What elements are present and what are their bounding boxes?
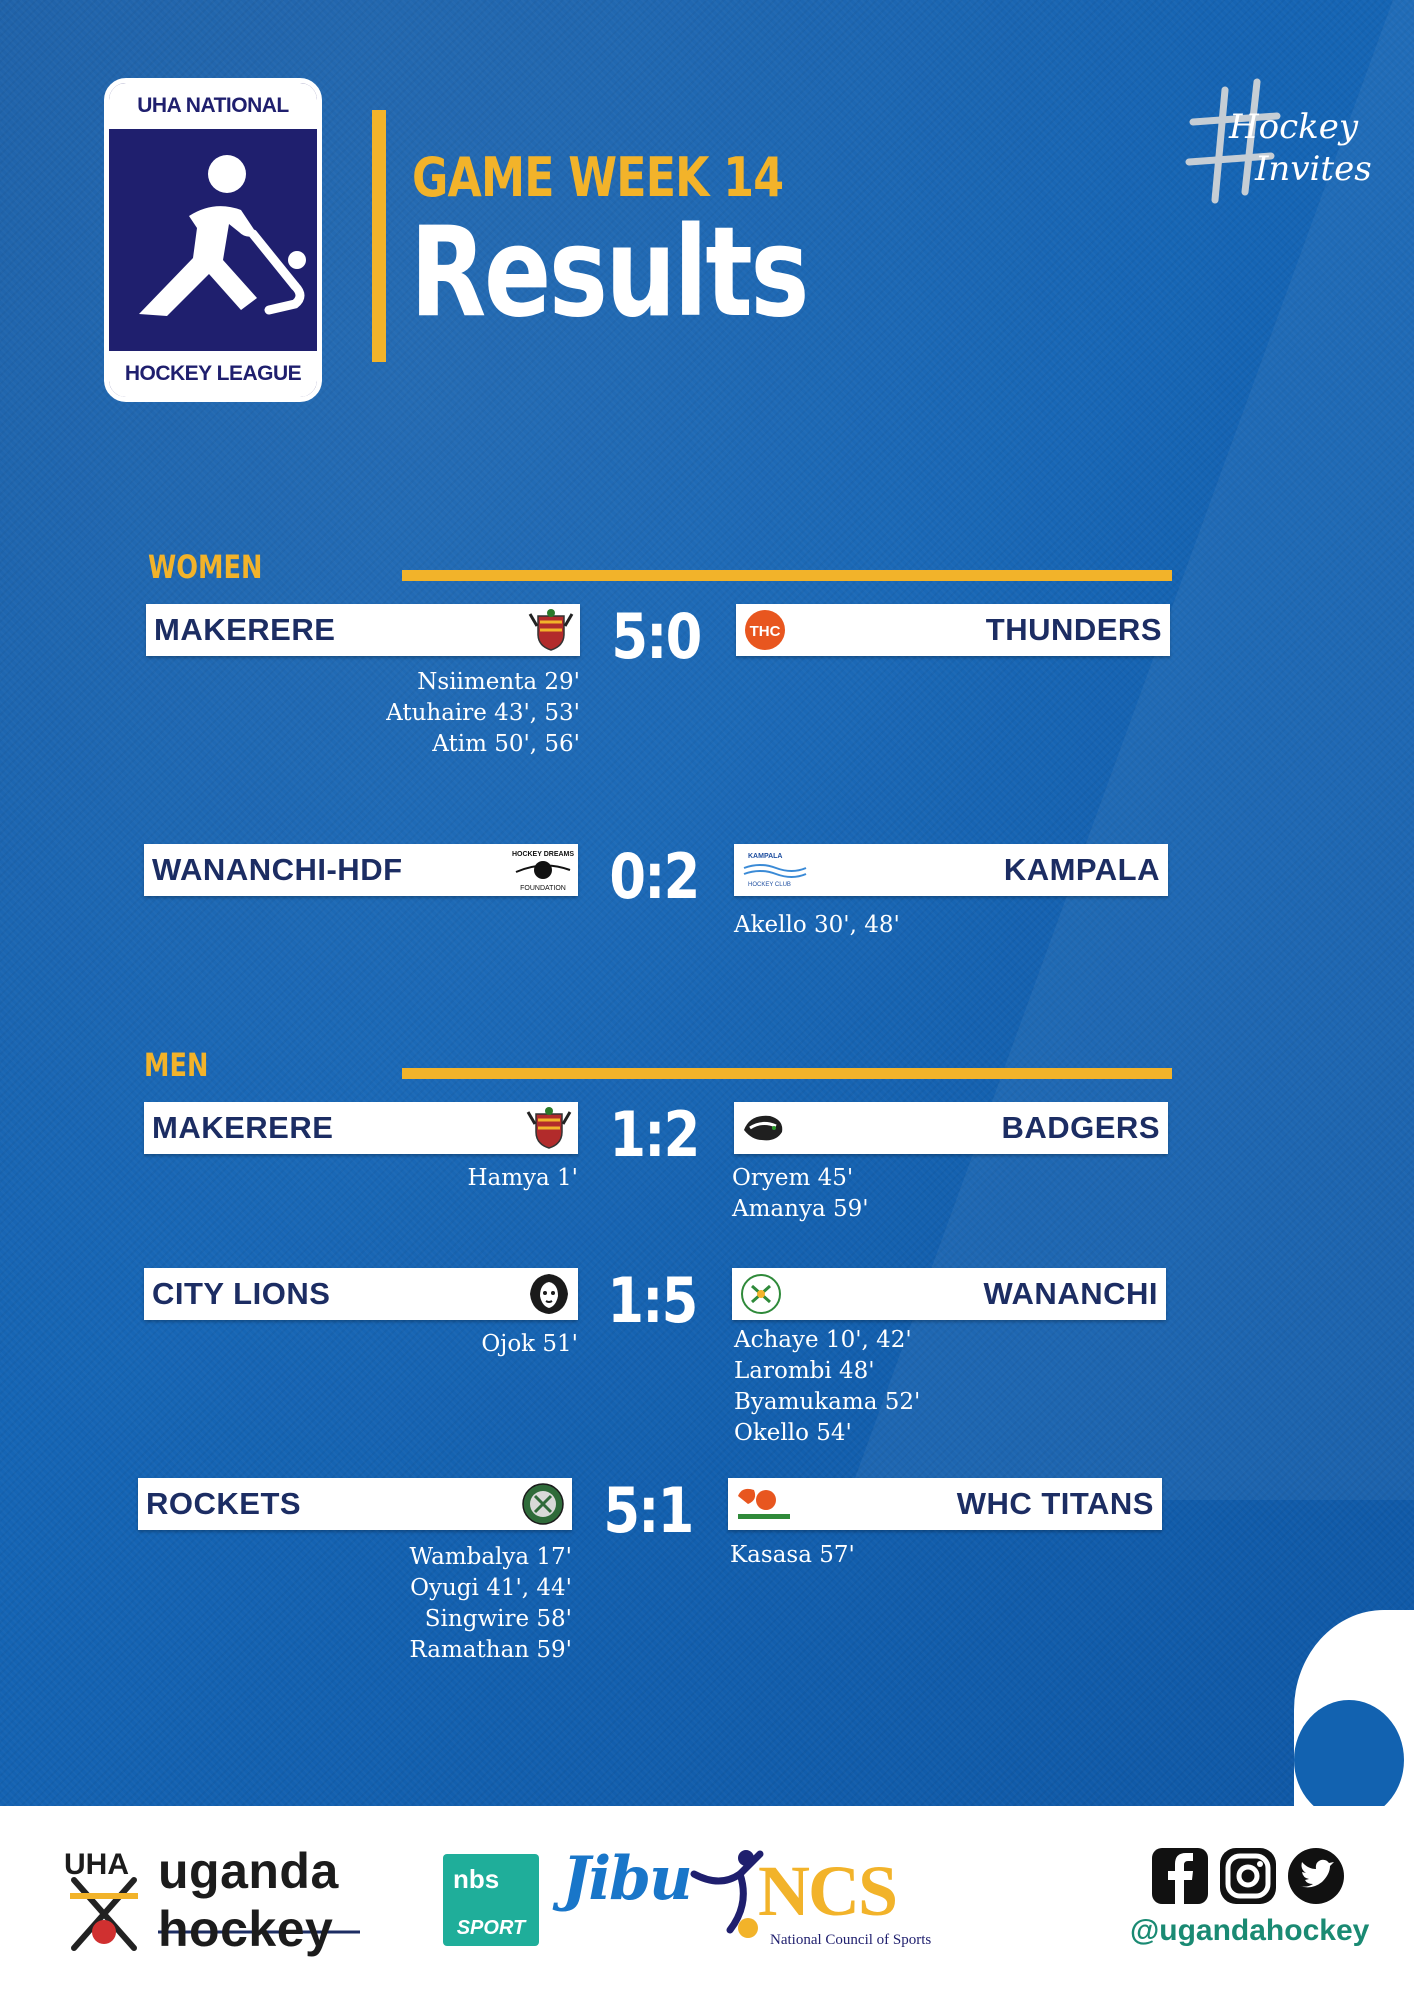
twitter-icon[interactable] bbox=[1286, 1846, 1346, 1906]
team-name: BADGERS bbox=[1001, 1110, 1160, 1145]
scorer: Kasasa 57' bbox=[730, 1542, 855, 1568]
ncs-wordmark: NCS bbox=[758, 1851, 897, 1931]
home-scorers bbox=[386, 667, 580, 760]
hockey-player-icon bbox=[119, 138, 309, 348]
scorer: Byamukama 52' bbox=[734, 1389, 921, 1415]
team-away bbox=[734, 1102, 1168, 1154]
match-score: 5:1 bbox=[603, 1474, 693, 1547]
team-name: WANANCHI-HDF bbox=[152, 852, 403, 887]
scorer: Singwire 58' bbox=[424, 1606, 572, 1632]
uganda-wordmark: uganda bbox=[158, 1843, 339, 1899]
whc-titans-badge-icon bbox=[734, 1482, 794, 1526]
scorer: Oryem 45' bbox=[732, 1165, 854, 1191]
team-name: CITY LIONS bbox=[152, 1276, 331, 1311]
social-handle[interactable]: @ugandahockey bbox=[1130, 1914, 1370, 1947]
title-accent-bar bbox=[372, 110, 386, 362]
team-name: ROCKETS bbox=[146, 1486, 302, 1521]
league-logo-bottom: HOCKEY LEAGUE bbox=[109, 351, 317, 397]
team-name: WANANCHI bbox=[983, 1276, 1158, 1311]
ncs-subtitle: National Council of Sports bbox=[770, 1932, 932, 1948]
hashtag-hockey-invites bbox=[1185, 72, 1375, 212]
team-name: THUNDERS bbox=[985, 612, 1162, 647]
scorer: Wambalya 17' bbox=[409, 1544, 572, 1570]
team-home bbox=[144, 844, 578, 896]
lion-head-icon bbox=[526, 1272, 572, 1316]
away-scorers bbox=[732, 1163, 869, 1225]
league-logo-top: UHA NATIONAL bbox=[109, 83, 317, 129]
match-score: 0:2 bbox=[609, 840, 699, 913]
scorer: Ramathan 59' bbox=[409, 1637, 572, 1663]
team-home bbox=[146, 604, 580, 656]
team-name: KAMPALA bbox=[1003, 852, 1160, 887]
section-title-men: MEN bbox=[144, 1046, 209, 1084]
team-name: MAKERERE bbox=[152, 1110, 334, 1145]
hashtag-line2: Invites bbox=[1255, 149, 1372, 189]
hockey-dreams-badge-icon bbox=[510, 848, 576, 892]
away-scorers bbox=[734, 1325, 920, 1449]
uha-text: UHA bbox=[64, 1848, 129, 1881]
kampala-badge-bottom: HOCKEY CLUB bbox=[748, 882, 791, 888]
scorer: Okello 54' bbox=[734, 1420, 852, 1446]
hashtag-line1: Hockey bbox=[1229, 107, 1359, 147]
team-name: WHC TITANS bbox=[956, 1486, 1154, 1521]
team-home bbox=[144, 1102, 578, 1154]
section-title-women: WOMEN bbox=[148, 548, 263, 586]
kampala-hockey-club-badge-icon bbox=[740, 848, 810, 892]
page-title: Results bbox=[410, 201, 808, 345]
match-score: 1:2 bbox=[609, 1098, 699, 1171]
hockey-wordmark: hockey bbox=[158, 1901, 334, 1957]
match-score: 5:0 bbox=[611, 600, 701, 673]
sponsor-footer bbox=[0, 1806, 1414, 2000]
team-away bbox=[734, 844, 1168, 896]
scorer: Amanya 59' bbox=[732, 1196, 869, 1222]
team-home bbox=[144, 1268, 578, 1320]
scorer: Atuhaire 43', 53' bbox=[386, 700, 580, 726]
scorer: Nsiimenta 29' bbox=[417, 669, 580, 695]
badgers-badge-icon bbox=[740, 1106, 786, 1150]
rockets-crest-icon bbox=[520, 1482, 566, 1526]
home-scorers bbox=[481, 1329, 578, 1360]
scorer: Hamya 1' bbox=[467, 1165, 578, 1191]
scorer: Akello 30', 48' bbox=[734, 912, 900, 938]
match-score: 1:5 bbox=[607, 1264, 697, 1337]
team-away bbox=[728, 1478, 1162, 1530]
section-divider-women bbox=[402, 570, 1172, 581]
away-scorers bbox=[730, 1540, 855, 1571]
nbs-sport-text: SPORT bbox=[456, 1917, 526, 1939]
makerere-crest-icon bbox=[528, 608, 574, 652]
home-scorers bbox=[409, 1542, 572, 1666]
nbs-text: nbs bbox=[453, 1864, 500, 1894]
league-logo bbox=[104, 78, 322, 402]
scorer: Ojok 51' bbox=[481, 1331, 578, 1357]
scorer: Larombi 48' bbox=[734, 1358, 875, 1384]
facebook-icon[interactable] bbox=[1150, 1846, 1210, 1906]
wananchi-badge-icon bbox=[738, 1272, 784, 1316]
hockey-dreams-top: HOCKEY DREAMS bbox=[511, 851, 575, 858]
scorer: Achaye 10', 42' bbox=[734, 1327, 912, 1353]
hockey-dreams-bottom: FOUNDATION bbox=[520, 885, 566, 892]
scorer: Oyugi 41', 44' bbox=[410, 1575, 572, 1601]
instagram-icon[interactable] bbox=[1218, 1846, 1278, 1906]
thunders-badge-icon bbox=[742, 608, 788, 652]
kampala-badge-top: KAMPALA bbox=[748, 853, 783, 860]
gameweek-heading: GAME WEEK 14 bbox=[412, 146, 784, 209]
team-away bbox=[732, 1268, 1166, 1320]
nbs-sport-logo bbox=[443, 1854, 539, 1946]
scorer: Atim 50', 56' bbox=[432, 731, 580, 757]
away-scorers bbox=[734, 910, 900, 941]
makerere-crest-icon bbox=[526, 1106, 572, 1150]
thunders-badge-text: THC bbox=[749, 623, 781, 640]
team-home bbox=[138, 1478, 572, 1530]
home-scorers bbox=[467, 1163, 578, 1194]
jibu-logo: Jibu bbox=[562, 1844, 691, 1914]
section-divider-men bbox=[402, 1068, 1172, 1079]
team-name: MAKERERE bbox=[154, 612, 336, 647]
team-away bbox=[736, 604, 1170, 656]
